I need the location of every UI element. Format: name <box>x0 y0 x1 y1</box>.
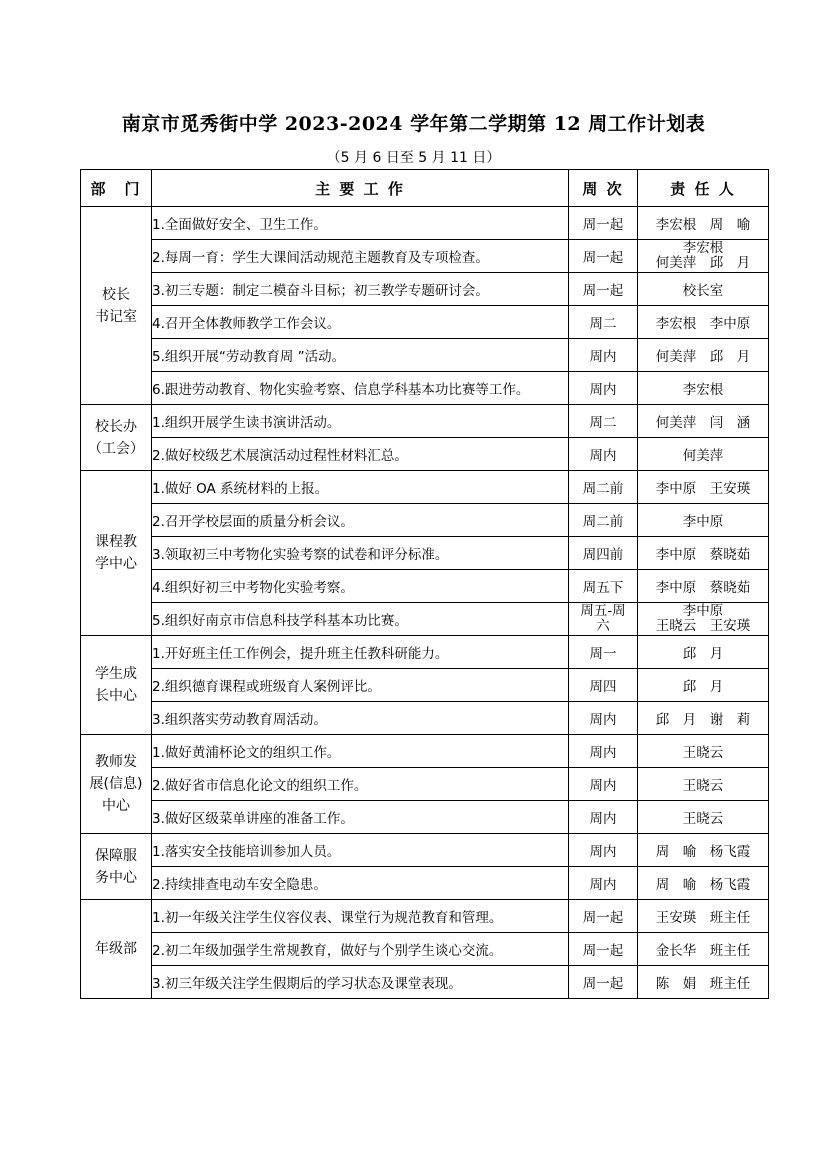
week-cell <box>569 867 638 900</box>
task-cell: 4.组织好初三中考物化实验考察。 <box>152 570 569 603</box>
department-label: 学生成 <box>95 666 137 682</box>
week-label: 周四 <box>589 679 617 695</box>
week-label: 周四前 <box>582 547 624 563</box>
responsible-person: 何美萍 闫 涵 <box>655 415 751 431</box>
table-row <box>81 438 769 471</box>
table-row <box>81 834 769 867</box>
week-cell <box>569 801 638 834</box>
task-cell: 5.组织好南京市信息科技学科基本功比赛。 <box>152 603 569 636</box>
department-cell <box>81 207 152 405</box>
task-cell: 6.跟进劳动教育、物化实验考察、信息学科基本功比赛等工作。 <box>152 372 569 405</box>
table-row <box>81 801 769 834</box>
responsible-cell <box>638 768 769 801</box>
responsible-person: 何美萍 邱 月 <box>655 349 751 365</box>
task-cell: 1.落实安全技能培训参加人员。 <box>152 834 569 867</box>
week-cell <box>569 537 638 570</box>
week-cell <box>569 405 638 438</box>
week-cell <box>569 768 638 801</box>
responsible-cell <box>638 438 769 471</box>
week-cell <box>569 372 638 405</box>
task-cell: 1.做好黄浦杯论文的组织工作。 <box>152 735 569 768</box>
task-cell: 2.每周一育：学生大课间活动规范主题教育及专项检查。 <box>152 240 569 273</box>
table-row <box>81 405 769 438</box>
task-cell: 1.做好 OA 系统材料的上报。 <box>152 471 569 504</box>
week-cell <box>569 240 638 273</box>
responsible-cell <box>638 372 769 405</box>
table-row <box>81 867 769 900</box>
table-row <box>81 339 769 372</box>
department-label: 务中心 <box>95 869 137 886</box>
table-row <box>81 768 769 801</box>
task-cell: 3.初三专题：制定二模奋斗目标；初三教学专题研讨会。 <box>152 273 569 306</box>
week-label: 周二 <box>589 316 617 332</box>
table-row <box>81 669 769 702</box>
week-label: 周内 <box>589 778 617 794</box>
table-row <box>81 504 769 537</box>
task-cell: 1.开好班主任工作例会，提升班主任教科研能力。 <box>152 636 569 669</box>
responsible-person: 李宏根 <box>682 240 724 256</box>
header-task: 主 要 工 作 <box>152 170 569 207</box>
responsible-person: 王晓云 <box>682 745 724 761</box>
week-label: 周内 <box>589 811 617 827</box>
table-row <box>81 207 769 240</box>
task-cell: 3.领取初三中考物化实验考察的试卷和评分标准。 <box>152 537 569 570</box>
responsible-person: 李宏根 周 喻 <box>655 217 751 233</box>
week-label: 周二前 <box>582 514 624 530</box>
responsible-person: 李中原 王安瑛 <box>655 481 751 497</box>
responsible-cell <box>638 405 769 438</box>
week-label: 六 <box>596 618 610 634</box>
responsible-cell <box>638 570 769 603</box>
date-range: （5 月 6 日至 5 月 11 日） <box>326 150 501 166</box>
responsible-person: 校长室 <box>682 283 724 299</box>
responsible-cell <box>638 471 769 504</box>
week-cell <box>569 900 638 933</box>
responsible-person: 王安瑛 班主任 <box>655 910 751 926</box>
department-cell <box>81 900 152 999</box>
department-cell <box>81 471 152 636</box>
table-row <box>81 735 769 768</box>
department-label: 中心 <box>102 798 130 814</box>
responsible-cell <box>638 735 769 768</box>
responsible-cell <box>638 537 769 570</box>
task-cell: 2.召开学校层面的质量分析会议。 <box>152 504 569 537</box>
responsible-person: 李中原 蔡晓茹 <box>655 580 751 596</box>
task-cell: 2.组织德育课程或班级育人案例评比。 <box>152 669 569 702</box>
responsible-cell <box>638 240 769 273</box>
header-dept: 部 门 <box>81 170 152 207</box>
responsible-person: 李宏根 <box>682 382 724 398</box>
week-label: 周二 <box>589 415 617 431</box>
week-label: 周二前 <box>582 481 624 497</box>
responsible-person: 王晓云 <box>682 811 724 827</box>
week-label: 周内 <box>589 448 617 464</box>
task-cell: 3.组织落实劳动教育周活动。 <box>152 702 569 735</box>
week-label: 周一起 <box>582 283 624 299</box>
responsible-person: 李中原 <box>682 514 724 530</box>
week-cell <box>569 834 638 867</box>
week-label: 周内 <box>589 745 617 761</box>
week-cell <box>569 207 638 240</box>
week-label: 周一起 <box>582 250 624 266</box>
responsible-person: 陈 娟 班主任 <box>655 976 751 992</box>
task-cell: 3.初三年级关注学生假期后的学习状态及课堂表现。 <box>152 966 569 999</box>
responsible-cell <box>638 273 769 306</box>
table-row <box>81 570 769 603</box>
department-cell <box>81 834 152 900</box>
week-label: 周一起 <box>582 910 624 926</box>
week-label: 周内 <box>589 382 617 398</box>
responsible-person: 邱 月 <box>682 646 724 662</box>
task-cell: 2.持续排查电动车安全隐患。 <box>152 867 569 900</box>
table-row <box>81 306 769 339</box>
week-cell <box>569 735 638 768</box>
task-cell: 5.组织开展“劳动教育周 ”活动。 <box>152 339 569 372</box>
week-cell <box>569 933 638 966</box>
responsible-person: 周 喻 杨飞霞 <box>655 877 751 893</box>
responsible-cell <box>638 504 769 537</box>
department-cell <box>81 636 152 735</box>
responsible-cell <box>638 834 769 867</box>
responsible-person: 何美萍 邱 月 <box>655 255 751 271</box>
table-row <box>81 900 769 933</box>
week-label: 周内 <box>589 844 617 860</box>
header-row <box>81 170 769 207</box>
week-cell <box>569 438 638 471</box>
week-label: 周一 <box>589 646 617 662</box>
responsible-cell <box>638 900 769 933</box>
header-week: 周 次 <box>569 170 638 207</box>
department-label: 教师发 <box>95 754 137 770</box>
responsible-cell <box>638 603 769 636</box>
week-cell <box>569 570 638 603</box>
week-label: 周五下 <box>582 580 624 596</box>
week-cell <box>569 636 638 669</box>
week-cell <box>569 504 638 537</box>
week-label: 周内 <box>589 877 617 893</box>
table-row <box>81 372 769 405</box>
week-cell <box>569 669 638 702</box>
week-cell <box>569 471 638 504</box>
week-label: 周一起 <box>582 217 624 233</box>
department-cell <box>81 405 152 471</box>
week-label: 周五-周 <box>580 603 626 619</box>
week-cell <box>569 966 638 999</box>
responsible-cell <box>638 306 769 339</box>
week-label: 周一起 <box>582 976 624 992</box>
department-label: 课程教 <box>95 534 137 550</box>
header-resp: 责 任 人 <box>638 170 769 207</box>
responsible-person: 何美萍 <box>682 448 724 464</box>
responsible-person: 周 喻 杨飞霞 <box>655 844 751 860</box>
week-cell <box>569 702 638 735</box>
department-label: 保障服 <box>95 847 137 864</box>
task-cell: 1.全面做好安全、卫生工作。 <box>152 207 569 240</box>
responsible-cell <box>638 801 769 834</box>
department-label: 校长 <box>102 286 130 303</box>
responsible-person: 邱 月 <box>682 679 724 695</box>
table-row <box>81 636 769 669</box>
table-row <box>81 471 769 504</box>
week-cell <box>569 603 638 636</box>
task-cell: 4.召开全体教师教学工作会议。 <box>152 306 569 339</box>
responsible-person: 王晓云 <box>682 778 724 794</box>
week-label: 周一起 <box>582 943 624 959</box>
task-cell: 1.初一年级关注学生仪容仪表、课堂行为规范教育和管理。 <box>152 900 569 933</box>
task-cell: 1.组织开展学生读书演讲活动。 <box>152 405 569 438</box>
responsible-person: 李宏根 李中原 <box>655 316 751 332</box>
task-cell: 2.做好省市信息化论文的组织工作。 <box>152 768 569 801</box>
department-label: （工会） <box>88 440 144 457</box>
week-label: 周内 <box>589 349 617 365</box>
responsible-cell <box>638 207 769 240</box>
responsible-cell <box>638 669 769 702</box>
table-row <box>81 603 769 636</box>
responsible-cell <box>638 636 769 669</box>
responsible-person: 邱 月 谢 莉 <box>655 712 751 728</box>
week-cell <box>569 273 638 306</box>
table-row <box>81 537 769 570</box>
task-cell: 3.做好区级菜单讲座的准备工作。 <box>152 801 569 834</box>
task-cell: 2.初二年级加强学生常规教育，做好与个别学生谈心交流。 <box>152 933 569 966</box>
responsible-person: 李中原 蔡晓茹 <box>655 547 751 563</box>
table-row <box>81 702 769 735</box>
week-cell <box>569 306 638 339</box>
week-label: 周内 <box>589 712 617 728</box>
page-title: 南京市觅秀街中学 2023-2024 学年第二学期第 12 周工作计划表 <box>121 113 706 135</box>
table-row <box>81 966 769 999</box>
responsible-cell <box>638 339 769 372</box>
department-label: 书记室 <box>95 308 137 325</box>
responsible-cell <box>638 933 769 966</box>
responsible-cell <box>638 702 769 735</box>
table-row <box>81 933 769 966</box>
responsible-person: 李中原 <box>682 603 724 619</box>
task-cell: 2.做好校级艺术展演活动过程性材料汇总。 <box>152 438 569 471</box>
responsible-cell <box>638 966 769 999</box>
department-label: 年级部 <box>95 941 137 957</box>
responsible-person: 王晓云 王安瑛 <box>655 618 751 634</box>
week-cell <box>569 339 638 372</box>
responsible-cell <box>638 867 769 900</box>
department-label: 校长办 <box>95 418 137 435</box>
department-label: 学中心 <box>95 556 137 572</box>
department-label: 展(信息) <box>89 776 143 792</box>
department-cell <box>81 735 152 834</box>
responsible-person: 金长华 班主任 <box>655 943 751 959</box>
table-row <box>81 240 769 273</box>
department-label: 长中心 <box>95 688 137 704</box>
work-plan-table <box>80 169 769 999</box>
table-row <box>81 273 769 306</box>
